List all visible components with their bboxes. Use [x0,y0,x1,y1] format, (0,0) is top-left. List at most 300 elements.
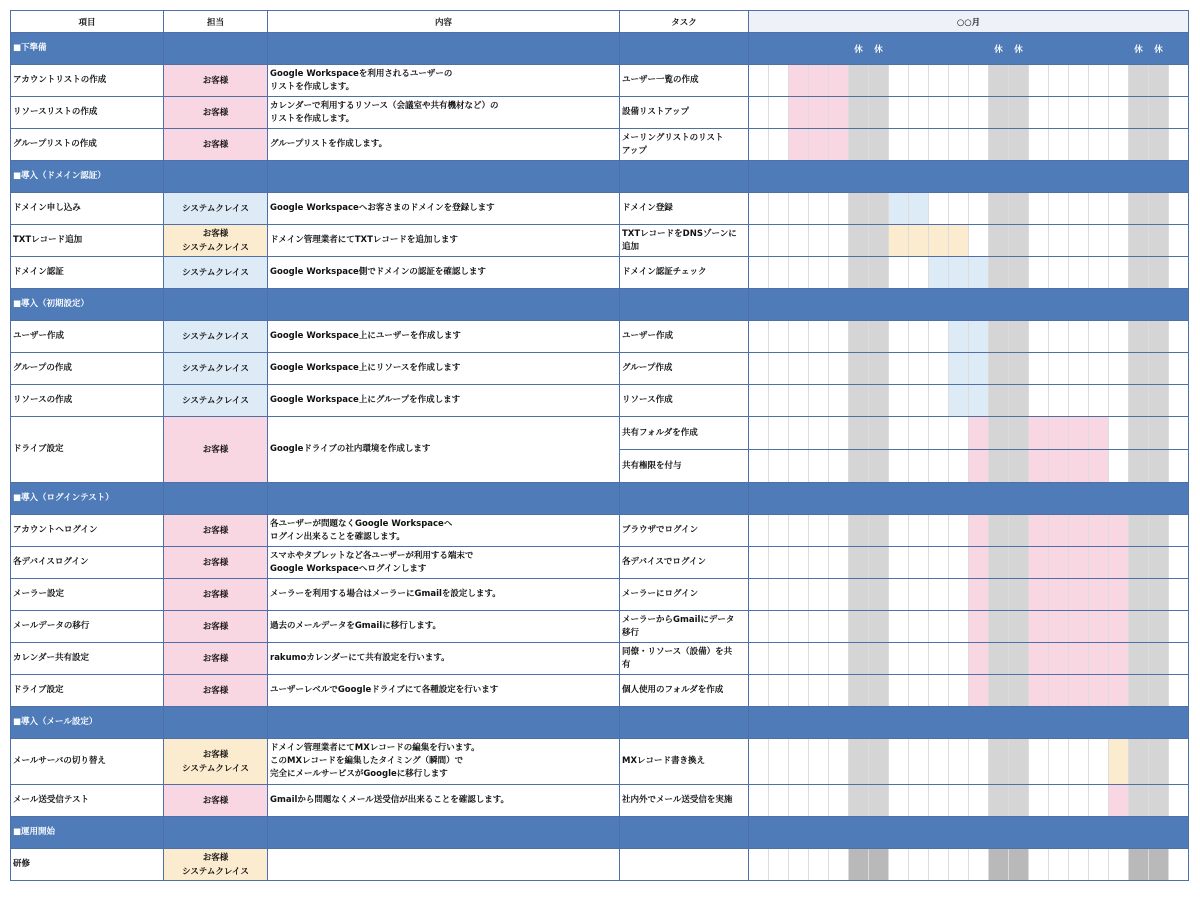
day-cell[interactable] [969,849,989,881]
day-cell[interactable] [1109,97,1129,129]
day-cell[interactable] [809,385,829,417]
day-cell[interactable] [809,849,829,881]
day-cell[interactable] [929,65,949,97]
day-cell[interactable] [949,450,969,483]
schedule-bar-cell[interactable] [1009,547,1029,579]
day-cell[interactable] [969,193,989,225]
schedule-bar-cell[interactable] [969,257,989,289]
day-cell[interactable] [769,849,789,881]
day-cell[interactable] [989,785,1009,817]
day-cell[interactable] [1169,321,1189,353]
day-cell[interactable] [1169,65,1189,97]
schedule-bar-cell[interactable] [849,129,869,161]
schedule-bar-cell[interactable] [1049,579,1069,611]
day-cell[interactable] [749,417,769,450]
day-cell[interactable] [869,257,889,289]
day-cell[interactable] [789,515,809,547]
task-name[interactable]: TXTレコードをDNSゾーンに 追加 [620,225,749,257]
schedule-bar-cell[interactable] [969,675,989,707]
schedule-bar-cell[interactable] [1029,675,1049,707]
day-cell[interactable] [869,65,889,97]
day-cell[interactable] [989,321,1009,353]
day-cell[interactable] [789,643,809,675]
day-cell[interactable] [769,515,789,547]
day-cell[interactable] [1049,257,1069,289]
section-cell[interactable] [620,707,749,739]
day-cell[interactable] [909,450,929,483]
day-cell[interactable] [869,225,889,257]
task-content[interactable] [268,849,620,881]
day-cell[interactable] [1069,739,1089,785]
header-owner[interactable]: 担当 [164,11,268,33]
day-cell[interactable] [869,450,889,483]
schedule-bar-cell[interactable] [1049,611,1069,643]
schedule-bar-cell[interactable] [1069,643,1089,675]
task-owner[interactable]: お客様 [164,611,268,643]
day-cell[interactable] [749,675,769,707]
day-cell[interactable] [829,353,849,385]
schedule-bar-cell[interactable] [1069,675,1089,707]
task-owner[interactable]: お客様 [164,579,268,611]
day-cell[interactable] [929,675,949,707]
schedule-bar-cell[interactable] [1009,675,1029,707]
day-cell[interactable] [1169,739,1189,785]
schedule-bar-cell[interactable] [969,385,989,417]
day-cell[interactable] [769,129,789,161]
schedule-bar-cell[interactable] [1029,450,1049,483]
section-cell[interactable] [268,161,620,193]
day-cell[interactable] [909,579,929,611]
day-cell[interactable] [989,65,1009,97]
schedule-bar-cell[interactable] [1129,611,1149,643]
schedule-bar-cell[interactable] [1049,547,1069,579]
day-cell[interactable] [1109,225,1129,257]
schedule-bar-cell[interactable] [989,547,1009,579]
day-cell[interactable] [949,515,969,547]
task-owner[interactable]: お客様 [164,547,268,579]
day-cell[interactable] [1089,849,1109,881]
task-name[interactable]: ブラウザでログイン [620,515,749,547]
task-owner[interactable]: お客様 システムクレイス [164,739,268,785]
task-content[interactable]: スマホやタブレットなど各ユーザーが利用する端末で Google Workspaceへログインします [268,547,620,579]
schedule-bar-cell[interactable] [789,65,809,97]
day-cell[interactable] [809,785,829,817]
section-cell[interactable] [164,161,268,193]
day-cell[interactable] [789,579,809,611]
day-cell[interactable] [1069,65,1089,97]
day-cell[interactable] [1109,193,1129,225]
day-cell[interactable] [749,65,769,97]
schedule-bar-cell[interactable] [1029,643,1049,675]
day-cell[interactable] [749,849,769,881]
day-cell[interactable] [829,579,849,611]
day-cell[interactable] [949,193,969,225]
schedule-bar-cell[interactable] [969,547,989,579]
day-cell[interactable] [909,417,929,450]
day-cell[interactable] [749,129,769,161]
day-cell[interactable] [1049,739,1069,785]
day-cell[interactable] [929,193,949,225]
day-cell[interactable] [1069,129,1089,161]
day-cell[interactable] [1109,849,1129,881]
schedule-bar-cell[interactable] [829,97,849,129]
day-cell[interactable] [1009,849,1029,881]
task-owner[interactable]: システムクレイス [164,321,268,353]
day-cell[interactable] [869,675,889,707]
section-cell[interactable] [164,483,268,515]
task-content[interactable]: rakumoカレンダーにて共有設定を行います。 [268,643,620,675]
task-owner[interactable]: お客様 [164,129,268,161]
schedule-bar-cell[interactable] [1089,515,1109,547]
section-cell[interactable] [268,817,620,849]
schedule-bar-cell[interactable] [1049,515,1069,547]
day-cell[interactable] [769,643,789,675]
schedule-bar-cell[interactable] [1089,611,1109,643]
day-cell[interactable] [1169,225,1189,257]
day-cell[interactable] [949,547,969,579]
day-cell[interactable] [929,547,949,579]
day-cell[interactable] [1149,785,1169,817]
schedule-bar-cell[interactable] [1109,515,1129,547]
task-name[interactable]: ドメイン登録 [620,193,749,225]
day-cell[interactable] [909,321,929,353]
section-cell[interactable] [268,33,620,65]
task-item[interactable]: メールサーバの切り替え [11,739,164,785]
schedule-bar-cell[interactable] [989,611,1009,643]
day-cell[interactable] [1149,225,1169,257]
day-cell[interactable] [929,579,949,611]
schedule-bar-cell[interactable] [1069,450,1089,483]
schedule-bar-cell[interactable] [1129,547,1149,579]
day-cell[interactable] [1129,739,1149,785]
day-cell[interactable] [1009,257,1029,289]
task-content[interactable]: Google Workspaceへお客さまのドメインを登録します [268,193,620,225]
day-cell[interactable] [1129,417,1149,450]
task-item[interactable]: 各デバイスログイン [11,547,164,579]
day-cell[interactable] [829,675,849,707]
day-cell[interactable] [849,450,869,483]
header-content[interactable]: 内容 [268,11,620,33]
day-cell[interactable] [829,739,849,785]
schedule-bar-cell[interactable] [1009,611,1029,643]
day-cell[interactable] [809,193,829,225]
day-cell[interactable] [1109,353,1129,385]
day-cell[interactable] [949,785,969,817]
schedule-bar-cell[interactable] [1089,450,1109,483]
schedule-bar-cell[interactable] [1009,579,1029,611]
day-cell[interactable] [1009,385,1029,417]
day-cell[interactable] [849,417,869,450]
day-cell[interactable] [989,225,1009,257]
day-cell[interactable] [929,417,949,450]
task-name[interactable]: メーリングリストのリスト アップ [620,129,749,161]
day-cell[interactable] [1069,385,1089,417]
day-cell[interactable] [1029,225,1049,257]
day-cell[interactable] [789,785,809,817]
day-cell[interactable] [1129,849,1149,881]
schedule-bar-cell[interactable] [809,97,829,129]
schedule-bar-cell[interactable] [1029,547,1049,579]
task-content[interactable]: グループリストを作成します。 [268,129,620,161]
day-cell[interactable] [1169,849,1189,881]
day-cell[interactable] [809,225,829,257]
day-cell[interactable] [829,547,849,579]
day-cell[interactable] [1029,353,1049,385]
schedule-bar-cell[interactable] [969,579,989,611]
day-cell[interactable] [769,193,789,225]
section-cell[interactable] [620,483,749,515]
day-cell[interactable] [1089,739,1109,785]
day-cell[interactable] [929,643,949,675]
day-cell[interactable] [749,739,769,785]
task-name[interactable]: 各デバイスでログイン [620,547,749,579]
task-item[interactable]: リソースの作成 [11,385,164,417]
day-cell[interactable] [949,65,969,97]
task-name[interactable]: 同僚・リソース（設備）を共 有 [620,643,749,675]
section-cell[interactable] [620,33,749,65]
day-cell[interactable] [749,547,769,579]
section-label[interactable]: ■導入（ドメイン認証） [11,161,164,193]
day-cell[interactable] [869,417,889,450]
day-cell[interactable] [909,739,929,785]
day-cell[interactable] [829,515,849,547]
schedule-bar-cell[interactable] [789,129,809,161]
day-cell[interactable] [849,257,869,289]
day-cell[interactable] [989,849,1009,881]
day-cell[interactable] [889,547,909,579]
day-cell[interactable] [1149,611,1169,643]
task-content[interactable]: Google Workspace上にユーザーを作成します [268,321,620,353]
task-name[interactable]: 共有権限を付与 [620,450,749,483]
day-cell[interactable] [889,65,909,97]
day-cell[interactable] [1029,849,1049,881]
day-cell[interactable] [769,321,789,353]
task-item[interactable]: メーラー設定 [11,579,164,611]
day-cell[interactable] [749,353,769,385]
day-cell[interactable] [849,515,869,547]
day-cell[interactable] [1069,257,1089,289]
schedule-bar-cell[interactable] [989,417,1009,450]
task-content[interactable]: ユーザーレベルでGoogleドライブにて各種設定を行います [268,675,620,707]
day-cell[interactable] [889,579,909,611]
day-cell[interactable] [1149,353,1169,385]
schedule-bar-cell[interactable] [1029,417,1049,450]
day-cell[interactable] [809,417,829,450]
day-cell[interactable] [1169,97,1189,129]
day-cell[interactable] [969,65,989,97]
day-cell[interactable] [769,97,789,129]
task-owner[interactable]: お客様 [164,675,268,707]
day-cell[interactable] [889,611,909,643]
task-owner[interactable]: お客様 [164,417,268,483]
day-cell[interactable] [829,193,849,225]
schedule-bar-cell[interactable] [929,257,949,289]
schedule-bar-cell[interactable] [849,97,869,129]
task-content[interactable]: Googleドライブの社内環境を作成します [268,417,620,483]
day-cell[interactable] [929,785,949,817]
day-cell[interactable] [789,417,809,450]
day-cell[interactable] [889,353,909,385]
schedule-bar-cell[interactable] [949,353,969,385]
day-cell[interactable] [1129,65,1149,97]
day-cell[interactable] [749,225,769,257]
day-cell[interactable] [1129,129,1149,161]
day-cell[interactable] [749,785,769,817]
day-cell[interactable] [1029,785,1049,817]
day-cell[interactable] [969,97,989,129]
day-cell[interactable] [809,353,829,385]
schedule-bar-cell[interactable] [1129,675,1149,707]
day-cell[interactable] [769,675,789,707]
day-cell[interactable] [1089,193,1109,225]
day-cell[interactable] [809,579,829,611]
day-cell[interactable] [749,450,769,483]
day-cell[interactable] [749,257,769,289]
task-item[interactable]: メールデータの移行 [11,611,164,643]
day-cell[interactable] [1089,225,1109,257]
day-cell[interactable] [789,675,809,707]
day-cell[interactable] [1169,643,1189,675]
day-cell[interactable] [1169,353,1189,385]
schedule-bar-cell[interactable] [1049,643,1069,675]
day-cell[interactable] [849,739,869,785]
day-cell[interactable] [889,643,909,675]
task-item[interactable]: ドメイン申し込み [11,193,164,225]
schedule-bar-cell[interactable] [1069,417,1089,450]
day-cell[interactable] [1069,97,1089,129]
day-cell[interactable] [1009,225,1029,257]
day-cell[interactable] [1129,97,1149,129]
day-cell[interactable] [809,321,829,353]
task-item[interactable]: TXTレコード追加 [11,225,164,257]
day-cell[interactable] [1129,321,1149,353]
day-cell[interactable] [989,193,1009,225]
day-cell[interactable] [1089,321,1109,353]
schedule-bar-cell[interactable] [1109,547,1129,579]
day-cell[interactable] [1149,849,1169,881]
day-cell[interactable] [1069,225,1089,257]
day-cell[interactable] [909,785,929,817]
day-cell[interactable] [1049,225,1069,257]
day-cell[interactable] [929,611,949,643]
day-cell[interactable] [769,225,789,257]
schedule-bar-cell[interactable] [969,515,989,547]
task-name[interactable]: 共有フォルダを作成 [620,417,749,450]
schedule-bar-cell[interactable] [1129,643,1149,675]
day-cell[interactable] [1169,385,1189,417]
day-cell[interactable] [1129,450,1149,483]
day-cell[interactable] [869,579,889,611]
task-name[interactable]: 個人使用のフォルダを作成 [620,675,749,707]
day-cell[interactable] [829,385,849,417]
day-cell[interactable] [1029,129,1049,161]
day-cell[interactable] [769,65,789,97]
day-cell[interactable] [1089,257,1109,289]
day-cell[interactable] [749,193,769,225]
day-cell[interactable] [1029,321,1049,353]
day-cell[interactable] [1169,193,1189,225]
section-cell[interactable] [268,707,620,739]
schedule-bar-cell[interactable] [1069,579,1089,611]
schedule-bar-cell[interactable] [849,65,869,97]
day-cell[interactable] [1069,321,1089,353]
day-cell[interactable] [809,257,829,289]
task-owner[interactable]: お客様 [164,65,268,97]
task-owner[interactable]: システムクレイス [164,385,268,417]
day-cell[interactable] [889,129,909,161]
task-content[interactable]: カレンダーで利用するリソース（会議室や共有機材など）の リストを作成します。 [268,97,620,129]
day-cell[interactable] [1169,129,1189,161]
schedule-bar-cell[interactable] [969,643,989,675]
task-item[interactable]: グループの作成 [11,353,164,385]
day-cell[interactable] [849,579,869,611]
day-cell[interactable] [1169,611,1189,643]
day-cell[interactable] [1009,65,1029,97]
day-cell[interactable] [969,785,989,817]
day-cell[interactable] [869,193,889,225]
day-cell[interactable] [1169,450,1189,483]
task-item[interactable]: アカウントリストの作成 [11,65,164,97]
day-cell[interactable] [1109,257,1129,289]
schedule-bar-cell[interactable] [1089,675,1109,707]
schedule-bar-cell[interactable] [1009,450,1029,483]
section-label[interactable]: ■運用開始 [11,817,164,849]
day-cell[interactable] [749,579,769,611]
schedule-bar-cell[interactable] [969,450,989,483]
day-cell[interactable] [869,643,889,675]
day-cell[interactable] [1089,385,1109,417]
schedule-bar-cell[interactable] [1049,675,1069,707]
task-item[interactable]: リソースリストの作成 [11,97,164,129]
day-cell[interactable] [889,97,909,129]
day-cell[interactable] [849,225,869,257]
day-cell[interactable] [889,450,909,483]
day-cell[interactable] [1009,785,1029,817]
day-cell[interactable] [909,643,929,675]
day-cell[interactable] [1169,785,1189,817]
task-content[interactable]: ドメイン管理業者にてMXレコードの編集を行います。 このMXレコードを編集したタイミング（瞬間）で 完全にメールサービスがGoogleに移行します [268,739,620,785]
day-cell[interactable] [1049,785,1069,817]
day-cell[interactable] [909,97,929,129]
day-cell[interactable] [1149,321,1169,353]
day-cell[interactable] [1149,739,1169,785]
day-cell[interactable] [1089,785,1109,817]
schedule-bar-cell[interactable] [989,579,1009,611]
day-cell[interactable] [1049,321,1069,353]
day-cell[interactable] [949,611,969,643]
day-cell[interactable] [889,785,909,817]
day-cell[interactable] [789,547,809,579]
day-cell[interactable] [969,129,989,161]
schedule-bar-cell[interactable] [889,193,909,225]
schedule-bar-cell[interactable] [1089,417,1109,450]
day-cell[interactable] [749,611,769,643]
day-cell[interactable] [1089,353,1109,385]
day-cell[interactable] [869,385,889,417]
day-cell[interactable] [1149,257,1169,289]
day-cell[interactable] [829,257,849,289]
day-cell[interactable] [929,515,949,547]
day-cell[interactable] [889,739,909,785]
day-cell[interactable] [849,849,869,881]
day-cell[interactable] [1069,785,1089,817]
day-cell[interactable] [1009,97,1029,129]
schedule-bar-cell[interactable] [1009,643,1029,675]
day-cell[interactable] [1149,193,1169,225]
day-cell[interactable] [929,97,949,129]
schedule-bar-cell[interactable] [1069,515,1089,547]
section-label[interactable]: ■導入（メール設定） [11,707,164,739]
